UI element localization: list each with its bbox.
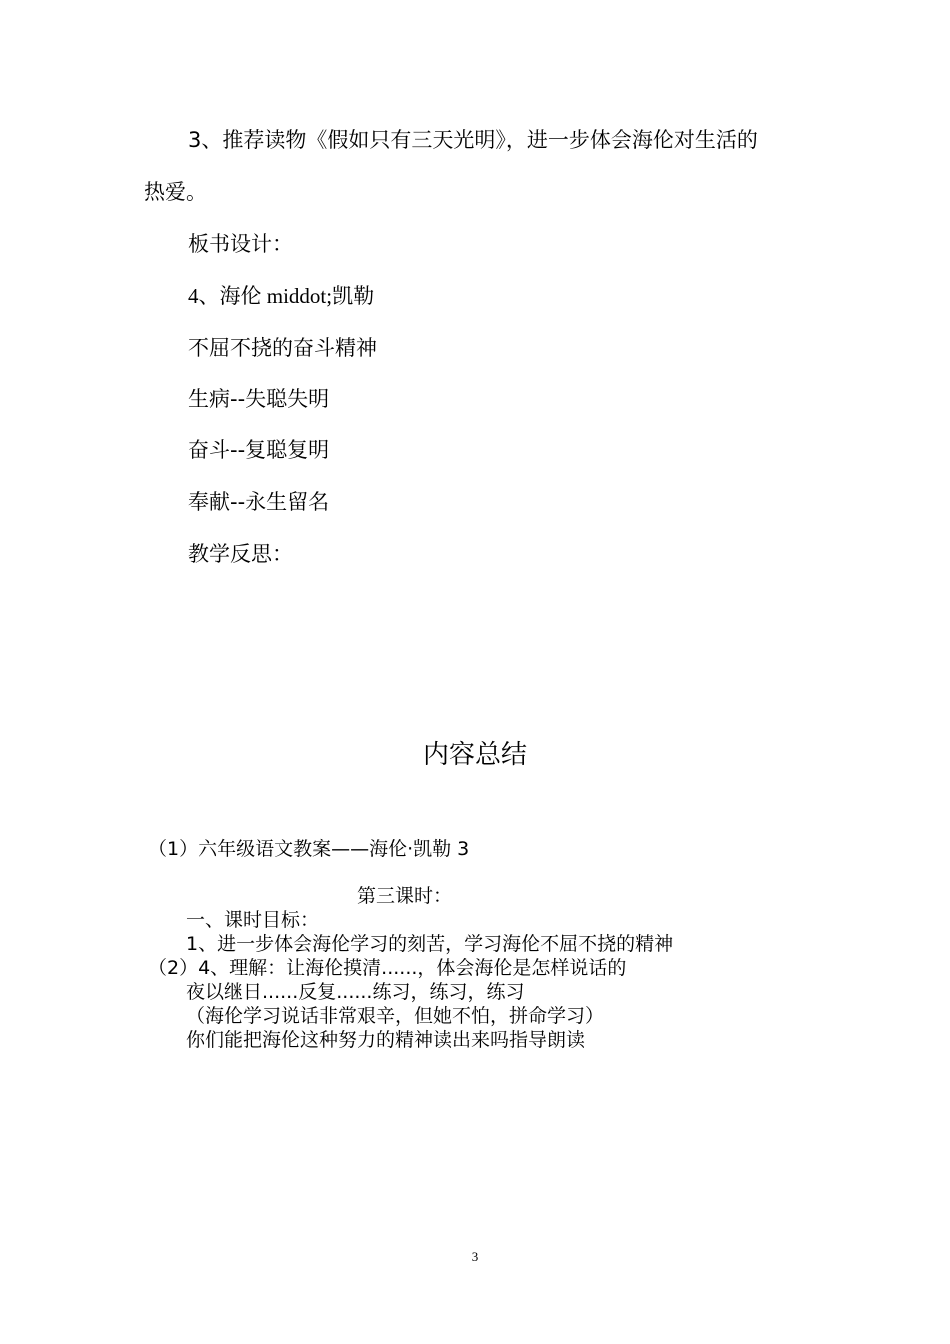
summary-line-1: （1）六年级语文教案——海伦·凯勒 3 [148, 838, 470, 860]
blackboard-item-struggle: 奋斗--复聪复明 [188, 438, 330, 462]
summary-line-8: 你们能把海伦这种努力的精神读出来吗指导朗读 [186, 1029, 586, 1051]
blackboard-item-dedication: 奉献--永生留名 [188, 490, 330, 514]
summary-line-5: （2）4、理解：让海伦摸清......，体会海伦是怎样说话的 [148, 957, 627, 979]
blackboard-item-sickness: 生病--失聪失明 [188, 387, 330, 411]
blackboard-spirit: 不屈不挠的奋斗精神 [188, 336, 377, 360]
summary-line-7: （海伦学习说话非常艰辛，但她不怕，拼命学习） [186, 1005, 605, 1027]
blackboard-design-label: 板书设计： [188, 232, 293, 256]
summary-title: 内容总结 [422, 740, 527, 770]
summary-line-2: 第三课时： [357, 885, 453, 907]
summary-line-3: 一、课时目标： [186, 909, 320, 931]
teaching-reflection-label: 教学反思： [188, 542, 293, 566]
recommend-reading-line: 3、推荐读物《假如只有三天光明》，进一步体会海伦对生活的 [188, 128, 758, 152]
summary-line-6: 夜以继日......反复......练习，练习，练习 [186, 981, 525, 1003]
page-number: 3 [471, 1249, 479, 1264]
summary-line-4: 1、进一步体会海伦学习的刻苦，学习海伦不屈不挠的精神 [186, 933, 674, 955]
blackboard-title: 4、海伦 middot;凯勒 [188, 284, 375, 308]
recommend-reading-continuation: 热爱。 [144, 180, 207, 204]
